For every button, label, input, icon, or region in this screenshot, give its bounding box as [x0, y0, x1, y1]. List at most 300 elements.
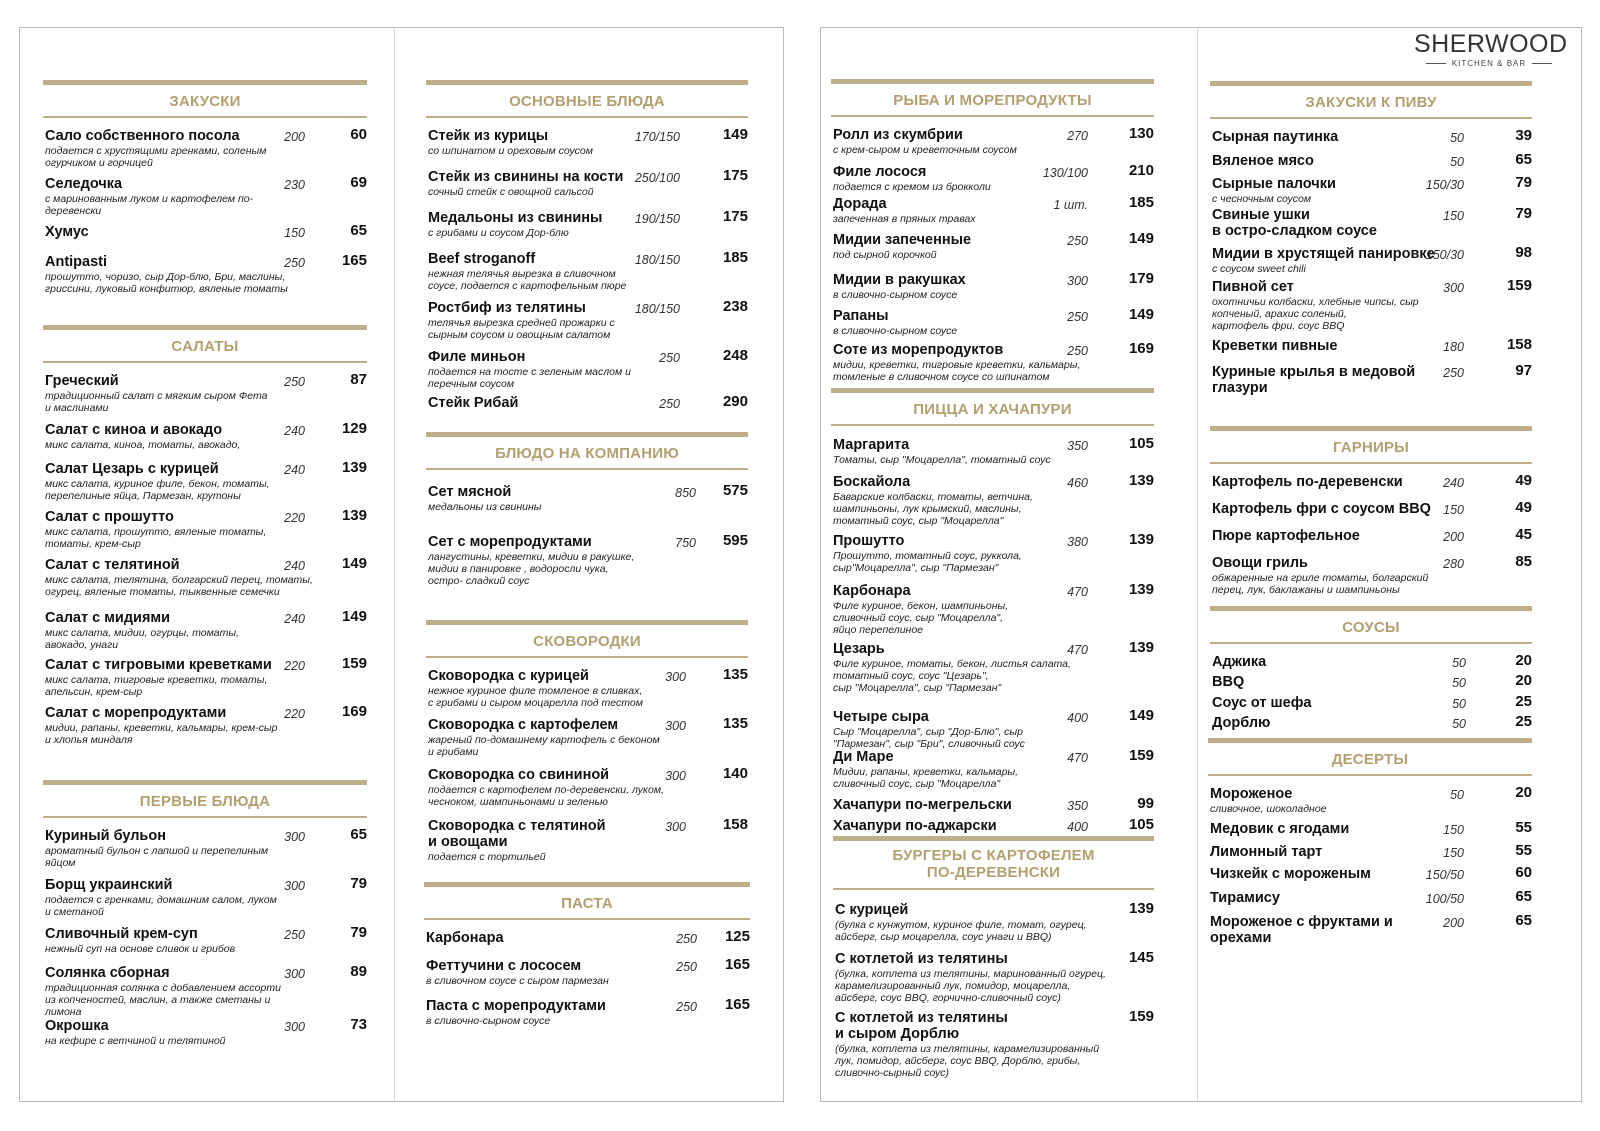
item-price: 139 [1128, 581, 1154, 598]
header-rule-top [426, 432, 748, 437]
item-name: Мидии запеченные [833, 232, 972, 248]
item-description: с маринованным луком и картофелем по- деревенски [45, 193, 254, 217]
section-header [43, 80, 367, 118]
item-weight: 180/150 [634, 253, 680, 267]
section-header [43, 325, 367, 363]
item-weight: 130/100 [1042, 166, 1088, 180]
section-kompaniya [426, 432, 748, 587]
item-price: 185 [1128, 194, 1154, 211]
item-price: 575 [722, 482, 748, 499]
item-description: (булка с кунжутом, куриное филе, томат, огурец, айсберг, сыр моцарелла, соус унаги и BBQ) [835, 919, 1087, 943]
item-price: 149 [722, 126, 748, 143]
item-weight: 750 [675, 536, 696, 550]
item-price: 185 [722, 249, 748, 266]
item-name: Борщ украинский [45, 877, 173, 893]
item-price: 149 [1128, 230, 1154, 247]
item-weight: 240 [284, 463, 305, 477]
item-description: со шпинатом и ореховым соусом [428, 145, 593, 157]
item-name: Четыре сыра [833, 709, 929, 725]
item-name: Салат с мидиями [45, 610, 171, 626]
item-name: Цезарь [833, 641, 885, 657]
item-weight: 300 [665, 820, 686, 834]
item-weight: 300 [1067, 274, 1088, 288]
item-weight: 230 [284, 178, 305, 192]
item-price: 125 [724, 928, 750, 945]
item-weight: 200 [1443, 916, 1464, 930]
item-description: микс салата, телятина, болгарский перец, томаты, огурец, вяленые томаты, тыквенные семечки [45, 574, 313, 598]
section-title: ЗАКУСКИ К ПИВУ [1305, 94, 1437, 111]
item-name: Мороженое с фруктами и орехами [1210, 914, 1393, 946]
item-description: прошутто, чоризо, сыр Дор-блю, Бри, маслины, гриссини, луковый конфитюр, вяленые томаты [45, 271, 288, 295]
item-weight: 220 [284, 707, 305, 721]
item-name: Аджика [1212, 654, 1267, 670]
item-price: 290 [722, 393, 748, 410]
item-price: 139 [1128, 472, 1154, 489]
item-name: Салат с морепродуктами [45, 705, 227, 721]
header-rule-top [424, 882, 750, 887]
item-description: с грибами и соусом Дор-блю [428, 227, 569, 239]
item-weight: 50 [1450, 788, 1464, 802]
header-rule-bottom [1210, 117, 1532, 119]
item-price: 73 [350, 1016, 367, 1033]
section-title: БЛЮДО НА КОМПАНИЮ [495, 445, 679, 462]
item-weight: 250 [1067, 344, 1088, 358]
item-description: нежная телячья вырезка в сливочном соусе, подается с картофельным пюре [428, 268, 627, 292]
item-price: 238 [722, 298, 748, 315]
item-weight: 240 [284, 424, 305, 438]
item-weight: 200 [1443, 530, 1464, 544]
item-weight: 850 [675, 486, 696, 500]
section-title: ПИЦЦА И ХАЧАПУРИ [913, 401, 1072, 418]
item-weight: 300 [284, 1020, 305, 1034]
item-weight: 180 [1443, 340, 1464, 354]
item-description: сочный стейк с овощной сальсой [428, 186, 594, 198]
item-price: 140 [722, 765, 748, 782]
section-pervye [43, 780, 367, 1047]
section-header [1210, 606, 1532, 644]
section-skovorodki [426, 620, 748, 863]
item-weight: 470 [1067, 585, 1088, 599]
item-description: микс салата, прошутто, вяленые томаты, томаты, крем-сыр [45, 526, 267, 550]
item-name: Мидии в ракушках [833, 272, 966, 288]
item-description: подается на тосте с зеленым маслом и перечным соусом [428, 366, 631, 390]
item-description: мидии, рапаны, креветки, кальмары, крем-сыр и хлопья миндаля [45, 722, 278, 746]
item-weight: 250 [284, 256, 305, 270]
column-divider [1197, 28, 1198, 1101]
section-header [1210, 426, 1532, 464]
item-weight: 300 [1443, 281, 1464, 295]
item-price: 149 [341, 555, 367, 572]
menu-column-2 [426, 28, 748, 1101]
item-name: Beef stroganoff [428, 251, 536, 267]
menu-column-4 [1210, 28, 1532, 1101]
item-weight: 240 [284, 612, 305, 626]
item-name: Вяленое мясо [1212, 153, 1314, 169]
item-weight: 280 [1443, 557, 1464, 571]
item-price: 210 [1128, 162, 1154, 179]
item-price: 130 [1128, 125, 1154, 142]
item-description: Филе куриное, бекон, шампиньоны, сливочный соус, сыр "Моцарелла", яйцо перепелиное [833, 600, 1009, 636]
header-rule-bottom [426, 116, 748, 118]
item-description: ароматный бульон с лапшой и перепелиным яйцом [45, 845, 269, 869]
item-description: запеченная в пряных травах [833, 213, 976, 225]
item-description: нежный суп на основе сливок и грибов [45, 943, 236, 955]
item-price: 145 [1128, 949, 1154, 966]
item-name: Мороженое [1210, 786, 1293, 802]
item-price: 105 [1128, 816, 1154, 833]
item-price: 69 [350, 174, 367, 191]
item-price: 60 [1515, 864, 1532, 881]
item-price: 149 [1128, 306, 1154, 323]
item-weight: 400 [1067, 820, 1088, 834]
header-rule-bottom [43, 116, 367, 118]
section-pasta [424, 882, 750, 1027]
item-weight: 200 [284, 130, 305, 144]
item-price: 135 [722, 666, 748, 683]
item-name: Солянка сборная [45, 965, 170, 981]
section-salaty [43, 325, 367, 746]
item-price: 165 [341, 252, 367, 269]
section-pivo [1210, 81, 1532, 396]
item-weight: 220 [284, 659, 305, 673]
item-description: нежное куриное филе томленое в сливках, с грибами и сыром моцарелла под тестом [428, 685, 643, 709]
item-price: 595 [722, 532, 748, 549]
item-weight: 250 [1067, 234, 1088, 248]
section-title: ПЕРВЫЕ БЛЮДА [139, 793, 271, 810]
item-weight: 300 [284, 967, 305, 981]
item-name: Куриный бульон [45, 828, 166, 844]
item-name: Сковородка с картофелем [428, 717, 619, 733]
section-header [424, 882, 750, 920]
header-rule-bottom [831, 424, 1154, 426]
section-title: ЗАКУСКИ [169, 93, 241, 110]
item-weight: 50 [1452, 717, 1466, 731]
item-name: Селедочка [45, 176, 123, 192]
item-price: 79 [350, 924, 367, 941]
header-rule-bottom [426, 468, 748, 470]
section-header [426, 620, 748, 658]
item-price: 135 [722, 715, 748, 732]
item-price: 159 [1128, 1008, 1154, 1025]
item-name: Сет мясной [428, 484, 512, 500]
section-header [1208, 738, 1532, 776]
item-name: С котлетой из телятины [835, 951, 1008, 967]
item-weight: 250/100 [634, 171, 680, 185]
item-name: BBQ [1212, 674, 1245, 690]
item-name: С курицей [835, 902, 909, 918]
header-rule-top [831, 79, 1154, 84]
header-rule-bottom [833, 888, 1154, 890]
item-description: мидии, креветки, тигровые креветки, кальмары, томленые в сливочном соусе со шпинатом [833, 359, 1081, 383]
item-name: Сет с морепродуктами [428, 534, 592, 550]
item-weight: 250 [676, 1000, 697, 1014]
item-name: Креветки пивные [1212, 338, 1338, 354]
item-name: Сырная паутинка [1212, 129, 1339, 145]
section-title: РЫБА И МОРЕПРОДУКТЫ [893, 92, 1092, 109]
item-price: 55 [1515, 819, 1532, 836]
section-title: СКОВОРОДКИ [533, 633, 641, 650]
item-weight: 250 [1067, 310, 1088, 324]
item-price: 65 [350, 826, 367, 843]
item-price: 99 [1137, 795, 1154, 812]
item-price: 169 [341, 703, 367, 720]
item-weight: 50 [1452, 676, 1466, 690]
item-price: 39 [1515, 127, 1532, 144]
item-weight: 150/30 [1425, 178, 1464, 192]
item-weight: 50 [1450, 131, 1464, 145]
item-name: Прошутто [833, 533, 905, 549]
item-description: Филе куриное, томаты, бекон, листья салата, томатный соус, соус "Цезарь", сыр "Моцарелла", сыр "Пармезан" [833, 658, 1071, 694]
item-name: Куриные крылья в медовой глазури [1212, 364, 1416, 396]
section-ryba [831, 79, 1154, 383]
item-price: 55 [1515, 842, 1532, 859]
item-price: 149 [341, 608, 367, 625]
header-rule-top [833, 836, 1154, 841]
item-price: 65 [1515, 151, 1532, 168]
section-header [1210, 81, 1532, 119]
item-price: 79 [1515, 174, 1532, 191]
item-weight: 150/30 [1425, 248, 1464, 262]
header-rule-bottom [43, 816, 367, 818]
section-title: ОСНОВНЫЕ БЛЮДА [509, 93, 665, 110]
item-price: 158 [722, 816, 748, 833]
header-rule-top [43, 780, 367, 785]
column-divider [394, 28, 395, 1101]
item-name: Филе лосося [833, 164, 927, 180]
item-description: обжаренные на гриле томаты, болгарский перец, лук, баклажаны и шампиньоны [1212, 572, 1429, 596]
item-name: Свиные ушки в остро-сладком соусе [1212, 207, 1377, 239]
item-price: 139 [341, 459, 367, 476]
item-price: 175 [722, 167, 748, 184]
item-name: Картофель по-деревенски [1212, 474, 1403, 490]
item-weight: 150 [1443, 209, 1464, 223]
section-osnovnye [426, 80, 748, 411]
item-weight: 250 [1443, 366, 1464, 380]
item-name: Салат с киноа и авокадо [45, 422, 223, 438]
item-weight: 300 [665, 719, 686, 733]
item-weight: 150 [1443, 503, 1464, 517]
item-description: сливочное, шоколадное [1210, 803, 1327, 815]
menu-page-right [820, 27, 1582, 1102]
item-weight: 190/150 [634, 212, 680, 226]
item-description: подается с гренками, домашним салом, луком и сметаной [45, 894, 277, 918]
item-weight: 470 [1067, 751, 1088, 765]
item-description: микс салата, куриное филе, бекон, томаты, перепелиные яйца, Пармезан, крутоны [45, 478, 270, 502]
section-zakuski [43, 80, 367, 295]
item-description: Прошутто, томатный соус, руккола, сыр"Моцарелла", сыр "Пармезан" [833, 550, 1022, 574]
item-price: 45 [1515, 526, 1532, 543]
section-header [831, 388, 1154, 426]
item-price: 20 [1515, 784, 1532, 801]
item-name: Ростбиф из телятины [428, 300, 586, 316]
item-weight: 220 [284, 511, 305, 525]
section-title: СОУСЫ [1342, 619, 1400, 636]
header-rule-bottom [1210, 642, 1532, 644]
section-pizza [831, 388, 1154, 834]
item-description: телячья вырезка средней прожарки с сырным соусом и овощным салатом [428, 317, 615, 341]
item-weight: 50 [1452, 656, 1466, 670]
item-description: подается с тортильей [428, 851, 546, 863]
item-description: с чесночным соусом [1212, 193, 1312, 205]
item-price: 89 [350, 963, 367, 980]
item-name: Стейк из курицы [428, 128, 549, 144]
item-name: Antipasti [45, 254, 108, 270]
item-name: Стейк из свинины на кости [428, 169, 624, 185]
item-weight: 250 [659, 351, 680, 365]
item-name: Боскайола [833, 474, 911, 490]
menu-page-left [19, 27, 784, 1102]
item-price: 25 [1515, 693, 1532, 710]
item-price: 165 [724, 956, 750, 973]
item-name: Хумус [45, 224, 89, 240]
item-weight: 250 [676, 960, 697, 974]
item-name: Лимонный тарт [1210, 844, 1323, 860]
item-price: 65 [1515, 912, 1532, 929]
item-description: микс салата, киноа, томаты, авокадо, [45, 439, 241, 451]
item-description: Баварские колбаски, томаты, ветчина, шампиньоны, лук крымский, маслины, томатный соус, сыр "Моцарелла" [833, 491, 1033, 527]
item-description: в сливочно-сырном соусе [833, 289, 958, 301]
item-description: подается с кремом из брокколи [833, 181, 991, 193]
item-price: 98 [1515, 244, 1532, 261]
header-rule-top [1210, 81, 1532, 86]
header-rule-bottom [1208, 774, 1532, 776]
item-name: Ди Маре [833, 749, 894, 765]
item-name: Греческий [45, 373, 119, 389]
item-weight: 250 [676, 932, 697, 946]
header-rule-top [43, 325, 367, 330]
section-title: ДЕСЕРТЫ [1331, 751, 1409, 768]
item-price: 159 [1128, 747, 1154, 764]
brand-tagline: KITCHEN & BAR [1451, 59, 1527, 68]
item-name: Феттучини с лососем [426, 958, 582, 974]
header-rule-bottom [1210, 462, 1532, 464]
item-name: Ролл из скумбрии [833, 127, 963, 143]
item-price: 85 [1515, 553, 1532, 570]
section-title: БУРГЕРЫ С КАРТОФЕЛЕМ ПО-ДЕРЕВЕНСКИ [892, 847, 1095, 881]
item-weight: 400 [1067, 711, 1088, 725]
item-price: 179 [1128, 270, 1154, 287]
item-price: 49 [1515, 499, 1532, 516]
item-price: 175 [722, 208, 748, 225]
item-weight: 300 [665, 769, 686, 783]
item-description: подается с хрустящими гренками, соленым огурчиком и горчицей [45, 145, 267, 169]
section-garniry [1210, 426, 1532, 596]
item-weight: 300 [284, 879, 305, 893]
item-name: Окрошка [45, 1018, 109, 1034]
section-title: ГАРНИРЫ [1332, 439, 1410, 456]
item-weight: 270 [1067, 129, 1088, 143]
item-name: Медальоны из свинины [428, 210, 603, 226]
section-burgery [833, 836, 1154, 1079]
item-name: С котлетой из телятины и сыром Дорблю [835, 1010, 1008, 1042]
item-name: Хачапури по-аджарски [833, 818, 997, 834]
header-rule-top [426, 620, 748, 625]
section-sousy [1210, 606, 1532, 731]
item-name: Сковородка с телятиной и овощами [428, 818, 606, 850]
item-name: Сковородка с курицей [428, 668, 589, 684]
brand-name: SHERWOOD [1414, 30, 1568, 58]
section-title: САЛАТЫ [171, 338, 239, 355]
item-price: 20 [1515, 672, 1532, 689]
header-rule-bottom [831, 115, 1154, 117]
item-description: жареный по-домашнему картофель с беконом и грибами [428, 734, 660, 758]
item-name: Салат с тигровыми креветками [45, 657, 272, 673]
item-name: Сливочный крем-суп [45, 926, 198, 942]
item-price: 20 [1515, 652, 1532, 669]
item-price: 158 [1506, 336, 1532, 353]
section-deserty [1208, 738, 1532, 946]
item-name: Стейк Рибай [428, 395, 519, 411]
item-weight: 150 [1443, 846, 1464, 860]
item-price: 65 [1515, 888, 1532, 905]
item-description: микс салата, тигровые креветки, томаты, апельсин, крем-сыр [45, 674, 268, 698]
item-weight: 240 [284, 559, 305, 573]
header-rule-top [1210, 426, 1532, 431]
item-name: Сковородка со свининой [428, 767, 610, 783]
item-price: 139 [341, 507, 367, 524]
item-name: Пюре картофельное [1212, 528, 1360, 544]
item-weight: 150 [284, 226, 305, 240]
item-name: Соте из морепродуктов [833, 342, 1004, 358]
item-price: 65 [350, 222, 367, 239]
item-price: 159 [1506, 277, 1532, 294]
item-description: (булка, котлета из телятины, маринованный огурец, карамелизированный лук, помидор, моцарелла, айсберг, соус BBQ, горчично-сливочный соус) [835, 968, 1106, 1004]
item-weight: 1 шт. [1053, 198, 1088, 212]
menu-column-3 [831, 28, 1154, 1101]
item-description: подается с картофелем по-деревенски, луком, чесноком, шампиньонами и зеленью [428, 784, 664, 808]
item-name: Маргарита [833, 437, 910, 453]
header-rule-top [1210, 606, 1532, 611]
item-description: в сливочном соусе с сыром пармезан [426, 975, 609, 987]
menu-column-1 [43, 28, 367, 1101]
item-name: Салат с прошутто [45, 509, 174, 525]
section-header [43, 780, 367, 818]
item-description: Мидии, рапаны, креветки, кальмары, сливочный соус, сыр "Моцарелла" [833, 766, 1019, 790]
item-price: 159 [341, 655, 367, 672]
item-name: Дорблю [1212, 715, 1271, 731]
item-price: 129 [341, 420, 367, 437]
header-rule-bottom [43, 361, 367, 363]
item-weight: 460 [1067, 476, 1088, 490]
header-rule-bottom [424, 918, 750, 920]
item-description: Томаты, сыр "Моцарелла", томатный соус [833, 454, 1051, 466]
tagline-rule [1532, 63, 1552, 64]
item-weight: 250 [284, 928, 305, 942]
item-name: Тирамису [1210, 890, 1280, 906]
item-weight: 170/150 [634, 130, 680, 144]
item-name: Дорада [833, 196, 887, 212]
item-price: 60 [350, 126, 367, 143]
item-price: 87 [350, 371, 367, 388]
item-description: традиционный салат с мягким сыром Фета и маслинами [45, 390, 268, 414]
item-weight: 300 [284, 830, 305, 844]
item-name: Картофель фри с соусом BBQ [1212, 501, 1431, 517]
item-weight: 150 [1443, 823, 1464, 837]
item-weight: 300 [665, 670, 686, 684]
item-description: (булка, котлета из телятины, карамелизированный лук, помидор, айсберг, соус BBQ, Дорблю, грибы, сливочно-сырный соус) [835, 1043, 1100, 1079]
item-description: с крем-сыром и креветочным соусом [833, 144, 1017, 156]
item-description: в сливочно-сырном соусе [426, 1015, 551, 1027]
item-weight: 350 [1067, 439, 1088, 453]
item-name: Хачапури по-мегрельски [833, 797, 1012, 813]
item-name: Салат с телятиной [45, 557, 180, 573]
header-rule-top [831, 388, 1154, 393]
item-description: традиционная солянка с добавлением ассорти из копченостей, маслин, а также сметаны и лимона [45, 982, 281, 1018]
item-weight: 240 [1443, 476, 1464, 490]
item-description: лангустины, креветки, мидии в ракушке, мидии в панировке , водоросли чука, остро- сладкий соус [428, 551, 635, 587]
item-description: Сыр "Моцарелла", сыр "Дор-Блю", сыр "Пармезан", сыр "Бри", сливочный соус [833, 726, 1025, 750]
item-price: 139 [1128, 531, 1154, 548]
